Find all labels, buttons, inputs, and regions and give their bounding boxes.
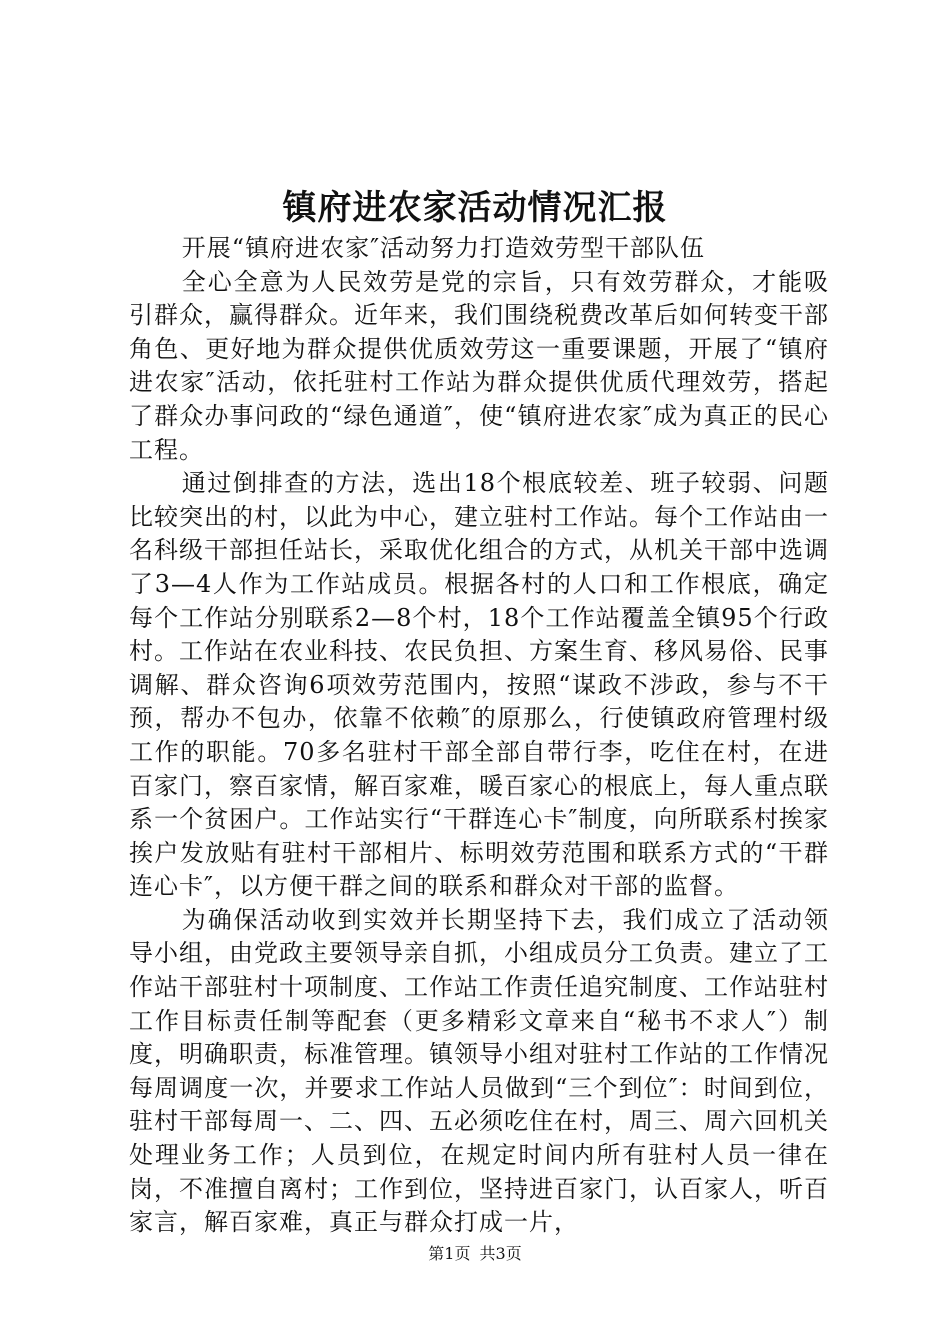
page-total: 共3页 <box>479 1244 522 1263</box>
body-paragraph-1: 全心全意为人民效劳是党的宗旨，只有效劳群众，才能吸引群众，赢得群众。近年来，我们围绕税费改革后如何转变干部角色、更好地为群众提供优质效劳这一重要课题，开展了“镇府进农家″活动，依托驻村工作站为群众提供优质代理效劳，搭起了群众办事问政的“绿色通道″，使“镇府进农家″成为真正的民心工程。 <box>129 267 829 464</box>
page-number: 第1页 <box>428 1244 471 1263</box>
page-footer <box>0 1244 950 1264</box>
body-paragraph-2: 通过倒排查的方法，选出18个根底较差、班子较弱、问题比较突出的村，以此为中心，建立驻村工作站。每个工作站由一名科级干部担任站长，采取优化组合的方式，从机关干部中选调了3—4人作为工作站成员。根据各村的人口和工作根底，确定每个工作站分别联系2—8个村，18个工作站覆盖全镇95个行政村。工作站在农业科技、农民负担、方案生育、移风易俗、民事调解、群众咨询6项效劳范围内，按照“谋政不涉政，参与不干预，帮办不包办，依靠不依赖″的原那么，行使镇政府管理村级工作的职能。70多名驻村干部全部自带行李，吃住在村，在进百家门，察百家情，解百家难，暖百家心的根底上，每人重点联系一个贫困户。工作站实行“干群连心卡″制度，向所联系村挨家挨户发放贴有驻村干部相片、标明效劳范围和联系方式的“干群连心卡″，以方便干群之间的联系和群众对干部的监督。 <box>129 469 829 901</box>
subtitle-paragraph: 开展“镇府进农家″活动努力打造效劳型干部队伍 <box>181 234 706 262</box>
document-title: 镇府进农家活动情况汇报 <box>282 188 668 228</box>
body-paragraph-3: 为确保活动收到实效并长期坚持下去，我们成立了活动领导小组，由党政主要领导亲自抓，小组成员分工负责。建立了工作站干部驻村十项制度、工作站工作责任追究制度、工作站驻村工作目标责任制等配套（更多精彩文章来自“秘书不求人″）制度，明确职责，标准管理。镇领导小组对驻村工作站的工作情况每周调度一次，并要求工作站人员做到“三个到位″：时间到位，驻村干部每周一、二、四、五必须吃住在村，周三、周六回机关处理业务工作；人员到位，在规定时间内所有驻村人员一律在岗，不准擅自离村；工作到位，坚持进百家门，认百家人，听百家言，解百家难，真正与群众打成一片， <box>129 905 829 1237</box>
document-body <box>129 232 829 1240</box>
